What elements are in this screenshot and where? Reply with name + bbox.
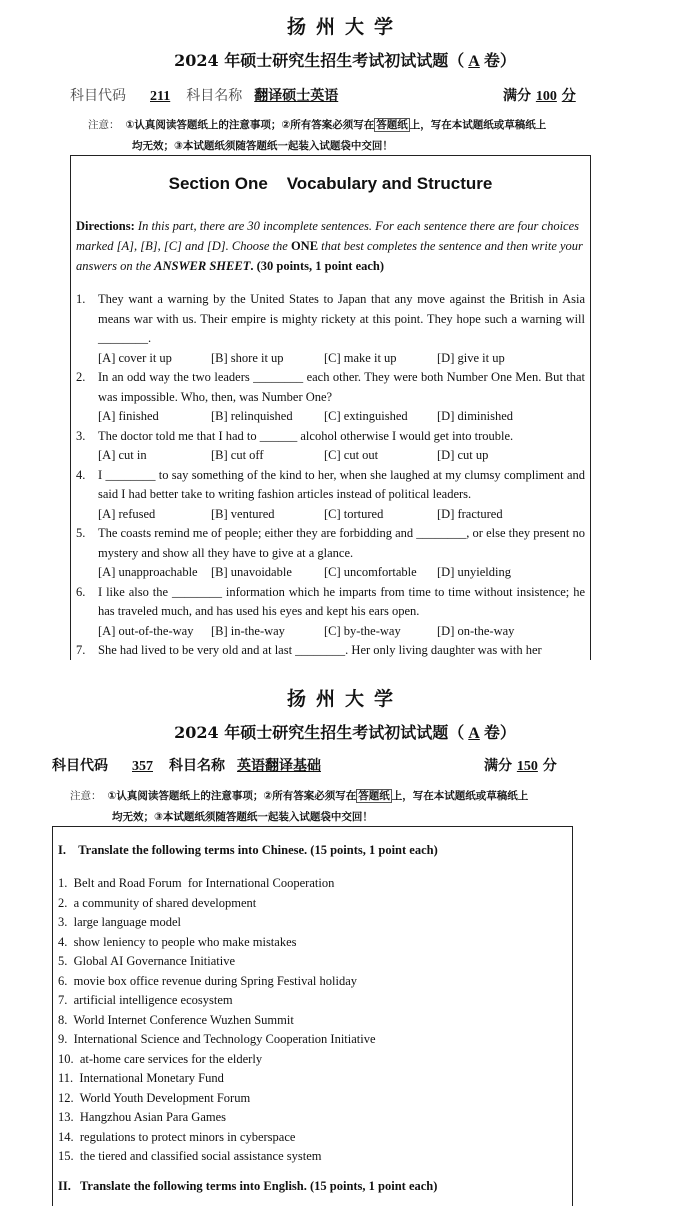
answer-option: [B] relinquished xyxy=(211,409,293,423)
directions-bold: ANSWER SHEET xyxy=(154,259,251,273)
part-two-heading: II. Translate the following terms into English. (15 points, 1 point each) xyxy=(58,1178,438,1193)
notice-text: ①认真阅读答题纸上的注意事项；②所有答案必须写在 xyxy=(125,119,375,131)
directions-bold: ONE xyxy=(290,239,319,253)
answer-option: [C] tortured xyxy=(324,506,384,521)
term-item: 13. Hangzhou Asian Para Games xyxy=(58,1110,227,1124)
question-item xyxy=(76,641,585,660)
answer-option: [A] refused xyxy=(98,506,156,521)
notice-text: 均无效；③本试题纸须随答题纸一起装入试题袋中交回！ xyxy=(112,811,373,823)
question-item xyxy=(76,466,585,505)
answer-option: [B] cut off xyxy=(211,448,264,462)
subject-info xyxy=(52,755,321,775)
question-list xyxy=(76,290,585,660)
subject-code: 211 xyxy=(150,89,171,104)
answer-option: [D] give it up xyxy=(437,350,505,365)
answer-option: [A] out-of-the-way xyxy=(98,623,194,638)
directions xyxy=(76,216,585,276)
term-item: 6. movie box office revenue during Spring Festival holiday xyxy=(58,973,358,988)
score-value: 100 xyxy=(535,89,557,104)
term-item: 15. the tiered and classified social assistance system xyxy=(58,1149,322,1163)
subject-info xyxy=(70,85,338,105)
score-unit: 分 xyxy=(542,758,557,774)
notice-text: 上，写在本试题纸或草稿纸上 xyxy=(409,119,547,131)
score-value: 150 xyxy=(516,759,538,774)
term-item: 2. a community of shared development xyxy=(58,895,257,910)
term-item: 11. International Monetary Fund xyxy=(58,1071,224,1085)
term-item: 4. show leniency to people who make mistakes xyxy=(58,934,297,949)
answer-option: [D] on-the-way xyxy=(437,623,515,638)
question-text: I like also the ________ information which he imparts from time to time without insistence; he has traveled much, and has used his eyes and kept his ears open. xyxy=(98,584,585,618)
term-item: 12. World Youth Development Forum xyxy=(58,1090,251,1105)
subtitle-end: 卷） xyxy=(483,723,516,742)
section-title: Section One Vocabulary and Structure xyxy=(168,174,493,193)
question-box xyxy=(52,826,573,1206)
question-number: 5. xyxy=(76,526,86,540)
term-item: 1. Belt and Road Forum for International Cooperation xyxy=(58,876,335,890)
subject-code: 357 xyxy=(132,759,153,774)
full-score xyxy=(484,755,557,775)
answer-option: [C] make it up xyxy=(324,350,397,365)
part-one-heading: I. Translate the following terms into Chinese. (15 points, 1 point each) xyxy=(58,843,438,857)
name-label: 科目名称 xyxy=(169,758,225,774)
question-item xyxy=(76,524,585,563)
question-number: 6. xyxy=(76,584,86,599)
exam-page-357 xyxy=(0,672,690,1191)
answer-option: [B] shore it up xyxy=(211,350,284,365)
subtitle-text: 2024 年硕士研究生招生考试初试试题（ xyxy=(174,51,465,70)
question-text: The doctor told me that I had to ______ alcohol otherwise I would get into trouble. xyxy=(98,428,514,443)
answer-option: [A] cover it up xyxy=(98,350,172,365)
answer-options xyxy=(76,505,585,525)
question-number: 7. xyxy=(76,643,86,657)
term-item: 8. World Internet Conference Wuzhen Summit xyxy=(58,1012,294,1027)
question-number: 3. xyxy=(76,428,86,443)
name-label: 科目名称 xyxy=(186,88,243,104)
question-number: 4. xyxy=(76,467,86,482)
answer-option: [C] uncomfortable xyxy=(324,565,417,579)
question-item xyxy=(76,368,585,407)
subject-name: 英语翻译基础 xyxy=(237,758,321,774)
score-label: 满分 xyxy=(484,758,512,774)
term-list xyxy=(58,874,572,1167)
university-name: 扬州大学 xyxy=(286,16,403,38)
term-item: 14. regulations to protect minors in cyberspace xyxy=(58,1129,296,1144)
notice-label: 注意： xyxy=(88,119,120,131)
paper-version: A xyxy=(468,53,480,70)
answer-options xyxy=(76,349,585,369)
question-text: The coasts remind me of people; either they are forbidding and ________, or else they present no mystery and show all they have to give at a glance. xyxy=(98,526,586,560)
directions-points: . (30 points, 1 point each) xyxy=(250,259,385,273)
answer-option: [C] by-the-way xyxy=(324,623,401,638)
term-item: 7. artificial intelligence ecosystem xyxy=(58,993,233,1007)
question-text: I ________ to say something of the kind to her, when she laughed at my clumsy compliment and said I had better take to writing fashion articles instead of political leaders. xyxy=(98,467,585,501)
university-name: 扬州大学 xyxy=(286,688,403,710)
question-number: 2. xyxy=(76,370,86,384)
question-box xyxy=(70,155,591,660)
notice-text: ①认真阅读答题纸上的注意事项；②所有答案必须写在 xyxy=(107,790,357,802)
notice-boxed: 答题纸 xyxy=(358,790,390,802)
score-label: 满分 xyxy=(503,88,531,104)
question-item xyxy=(76,583,585,622)
answer-option: [A] finished xyxy=(98,409,159,423)
term-item: 5. Global AI Governance Initiative xyxy=(58,954,236,968)
full-score xyxy=(503,85,576,105)
term-item: 3. large language model xyxy=(58,915,181,929)
notice-boxed: 答题纸 xyxy=(376,119,408,131)
answer-options xyxy=(76,446,585,466)
answer-options xyxy=(76,407,585,427)
answer-option: [B] ventured xyxy=(211,506,275,521)
subtitle-end: 卷） xyxy=(483,51,516,70)
question-item xyxy=(76,290,585,349)
notice-text: 均无效；③本试题纸须随答题纸一起装入试题袋中交回！ xyxy=(132,140,393,152)
directions-text: In this part, there are 30 incomplete sentences. For each sentence there are four choices marked [A], [B], [C] and [D]. Choose the xyxy=(76,219,579,253)
notice xyxy=(88,115,598,157)
exam-subtitle xyxy=(0,48,690,71)
subtitle-text: 2024 年硕士研究生招生考试初试试题（ xyxy=(174,723,465,742)
answer-option: [D] unyielding xyxy=(437,565,511,579)
term-item: 9. International Science and Technology Cooperation Initiative xyxy=(58,1032,376,1046)
answer-option: [D] diminished xyxy=(437,409,514,423)
answer-option: [D] fractured xyxy=(437,506,503,521)
code-label: 科目代码 xyxy=(52,758,108,774)
directions-text: that best completes the sentence and then write your answers on the xyxy=(76,239,583,273)
answer-option: [C] extinguished xyxy=(324,409,408,423)
term-item: 10. at-home care services for the elderly xyxy=(58,1051,263,1066)
answer-option: [A] unapproachable xyxy=(98,565,198,579)
question-text: She had lived to be very old and at last ________. Her only living daughter was with her xyxy=(98,643,542,657)
notice-label: 注意： xyxy=(70,790,102,802)
question-text: They want a warning by the United States to Japan that any move against the British in Asia means war with us. Their empire is mighty rickety at this point. They hope such a warning will ________. xyxy=(98,292,585,345)
answer-options xyxy=(76,563,585,583)
answer-option: [A] cut in xyxy=(98,448,147,462)
notice-text: 上，写在本试题纸或草稿纸上 xyxy=(391,790,529,802)
answer-option: [C] cut out xyxy=(324,448,379,462)
answer-option: [B] in-the-way xyxy=(211,623,285,638)
exam-subtitle xyxy=(0,720,690,743)
question-item xyxy=(76,427,585,447)
question-text: In an odd way the two leaders ________ each other. They were both Number One Men. But that was impossible. Who, then, was Number One? xyxy=(98,370,585,404)
answer-option: [D] cut up xyxy=(437,448,489,462)
score-unit: 分 xyxy=(561,89,576,104)
answer-option: [B] unavoidable xyxy=(211,565,292,579)
directions-label: Directions: xyxy=(76,219,135,233)
paper-version: A xyxy=(468,725,480,742)
subject-name: 翻译硕士英语 xyxy=(254,88,339,104)
notice xyxy=(70,786,580,828)
code-label: 科目代码 xyxy=(70,88,126,104)
question-number: 1. xyxy=(76,292,86,306)
answer-options xyxy=(76,622,585,642)
